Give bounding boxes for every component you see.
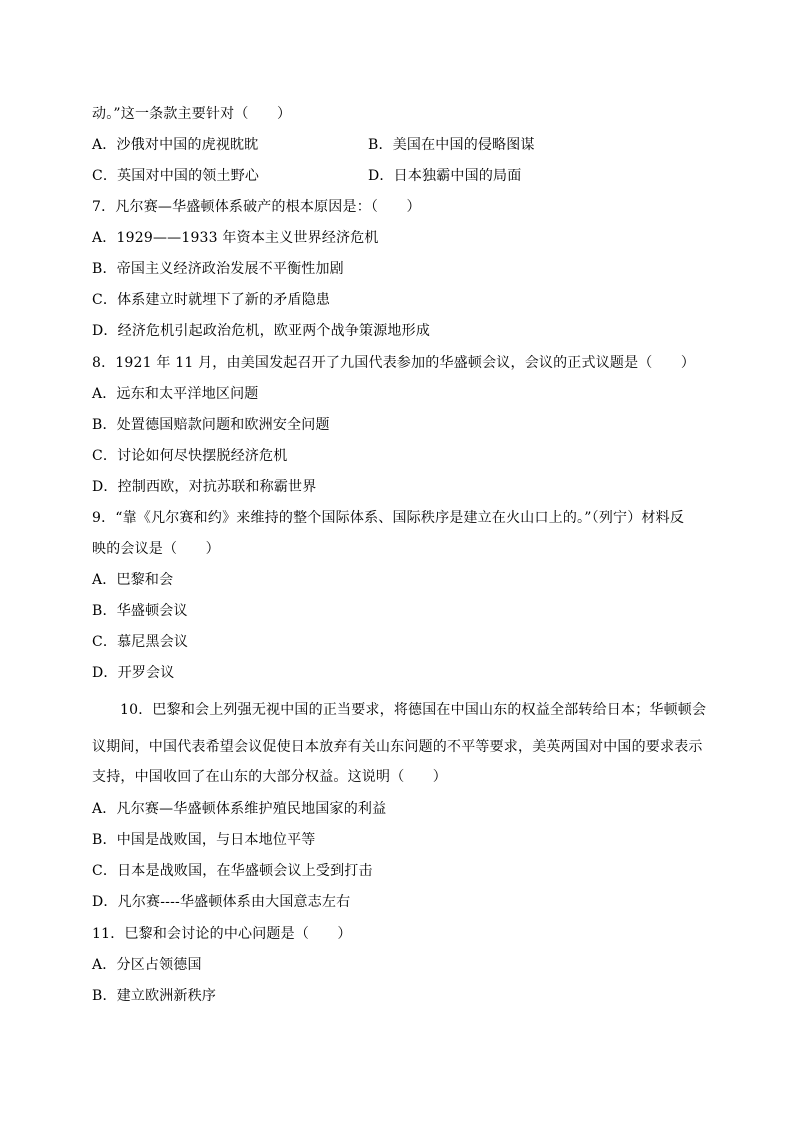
q11-option-b: B．建立欧洲新秩序	[92, 988, 217, 1004]
q7-option-d: D．经济危机引起政治危机，欧亚两个战争策源地形成	[92, 323, 431, 339]
q10-option-d: D．凡尔赛----华盛顿体系由大国意志左右	[92, 894, 351, 910]
q6-option-d: D．日本独霸中国的局面	[368, 168, 522, 184]
question-9-stem-line-2: 映的会议是（ ）	[92, 541, 220, 557]
q10-option-b: B．中国是战败国，与日本地位平等	[92, 832, 316, 848]
q7-option-b: B．帝国主义经济政治发展不平衡性加剧	[92, 261, 344, 277]
question-8-stem: 8．1921 年 11 月，由美国发起召开了九国代表参加的华盛顿会议，会议的正式议题是（ ）	[92, 355, 696, 371]
q6-option-b: B．美国在中国的侵略图谋	[368, 137, 535, 153]
q9-option-d: D．开罗会议	[92, 665, 175, 681]
q10-option-a: A．凡尔赛—华盛顿体系维护殖民地国家的利益	[92, 801, 387, 817]
q8-option-b: B．处置德国赔款问题和欧洲安全问题	[92, 417, 330, 433]
q6-option-a: A．沙俄对中国的虎视眈眈	[92, 137, 259, 153]
question-11-stem: 11．巳黎和会讨论的中心问题是（ ）	[92, 926, 352, 942]
question-10-stem-line-3: 支持，中国收回了在山东的大部分权益。这说明（ ）	[92, 769, 447, 785]
question-10-stem-line-1: 10．巴黎和会上列强无视中国的正当要求，将德国在中国山东的权益全部转给日本；华顿顿会	[120, 702, 707, 718]
question-7-stem: 7．凡尔赛—华盛顿体系破产的根本原因是：（ ）	[92, 199, 421, 215]
q11-option-a: A．分区占领德国	[92, 957, 202, 973]
q7-option-a: A．1929——1933 年资本主义世界经济危机	[92, 230, 379, 246]
question-10-stem-line-2: 议期间，中国代表希望会议促使日本放弃有关山东问题的不平等要求，美英两国对中国的要求表示	[92, 739, 703, 755]
q8-option-c: C．讨论如何尽快摆脱经济危机	[92, 448, 288, 464]
q10-option-c: C．日本是战败国，在华盛顿会议上受到打击	[92, 863, 373, 879]
q8-option-a: A．远东和太平洋地区问题	[92, 386, 259, 402]
q7-option-c: C．体系建立时就埋下了新的矛盾隐患	[92, 292, 331, 308]
q6-option-c: C．英国对中国的领土野心	[92, 168, 260, 184]
q9-option-c: C．慕尼黑会议	[92, 634, 189, 650]
q8-option-d: D．控制西欧，对抗苏联和称霸世界	[92, 479, 317, 495]
question-6-stem-end: 动。”这一条款主要针对（ ）	[92, 106, 292, 122]
q9-option-b: B．华盛顿会议	[92, 603, 188, 619]
q9-option-a: A．巴黎和会	[92, 572, 174, 588]
question-9-stem-line-1: 9．“靠《凡尔赛和约》来维持的整个国际体系、国际秩序是建立在火山口上的。”（列宁）材料反	[92, 510, 685, 526]
